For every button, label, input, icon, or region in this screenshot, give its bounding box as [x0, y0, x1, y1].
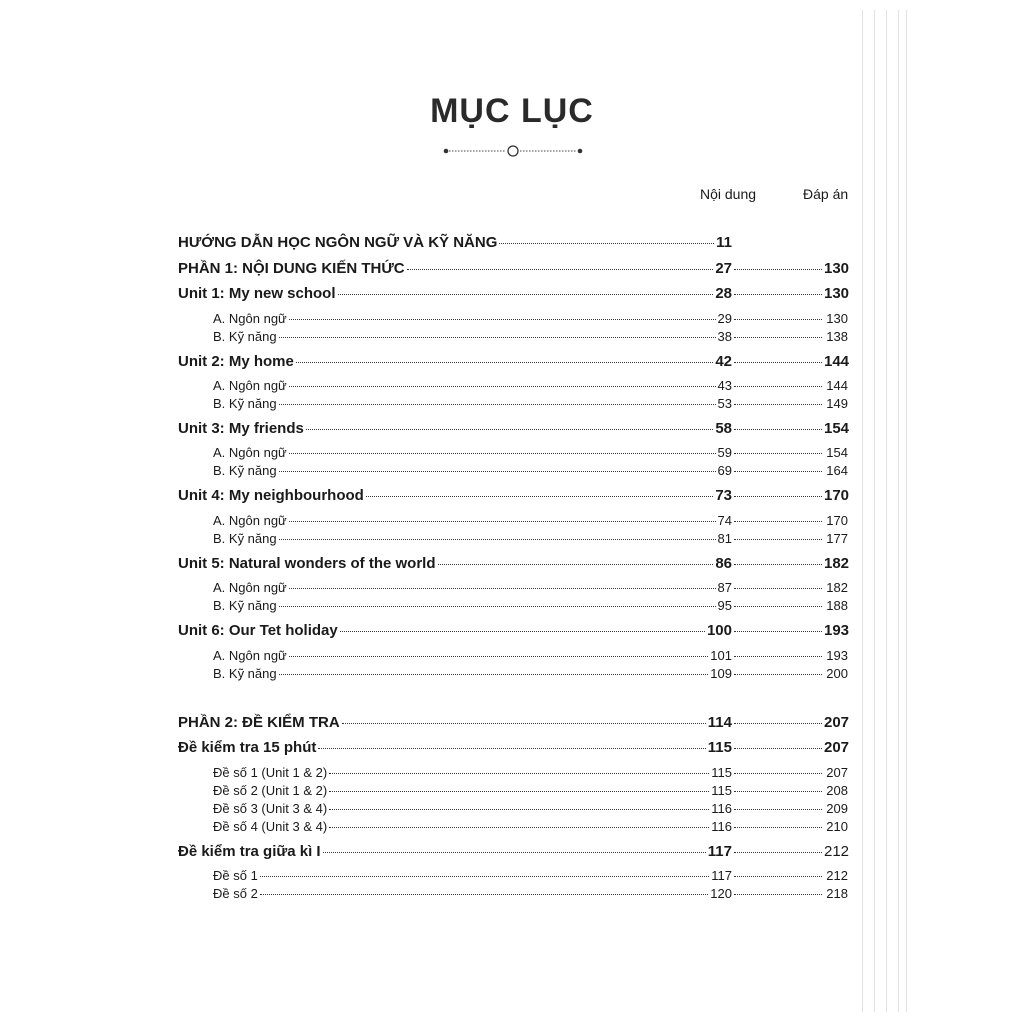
toc-answer-page: 218	[826, 886, 848, 901]
dot-leader	[734, 564, 822, 565]
toc-label: Đề số 1	[213, 868, 258, 883]
dot-leader	[734, 852, 822, 853]
toc-page-number: 28	[715, 285, 732, 302]
toc-answer-page: 207	[824, 739, 850, 756]
toc-answer-page: 193	[826, 648, 848, 663]
toc-label: A. Ngôn ngữ	[213, 513, 287, 528]
dot-leader	[289, 386, 716, 387]
toc-label: Đề kiểm tra giữa kì I	[178, 843, 321, 860]
toc-entry-minor[interactable]	[178, 531, 848, 546]
dot-leader	[289, 319, 716, 320]
page-title: MỤC LỤC	[430, 92, 594, 130]
dot-leader	[734, 827, 822, 828]
toc-page-number: 115	[711, 765, 732, 780]
toc-answer-page: 182	[824, 555, 850, 572]
toc-label: HƯỚNG DẪN HỌC NGÔN NGỮ VÀ KỸ NĂNG	[178, 234, 498, 251]
dot-leader	[289, 656, 709, 657]
toc-entry-minor[interactable]	[178, 868, 848, 883]
toc-label: Unit 1: My new school	[178, 285, 336, 302]
dot-leader	[734, 876, 822, 877]
toc-entry-minor[interactable]	[178, 801, 848, 816]
toc-entry-minor[interactable]	[178, 445, 848, 460]
toc-answer-page: 138	[826, 329, 848, 344]
toc-label: Unit 2: My home	[178, 353, 294, 370]
dot-leader	[734, 471, 822, 472]
toc-entry-major[interactable]	[178, 739, 848, 756]
toc-entry-minor[interactable]	[178, 329, 848, 344]
dot-leader	[734, 748, 822, 749]
toc-answer-page: 182	[826, 580, 848, 595]
toc-entry-minor[interactable]	[178, 648, 848, 663]
toc-page-number: 116	[711, 819, 732, 834]
dot-leader	[734, 588, 822, 589]
toc-page-number: 101	[710, 648, 732, 663]
toc-label: B. Kỹ năng	[213, 396, 277, 411]
toc-entry-major[interactable]	[178, 260, 848, 277]
toc-entry-major[interactable]	[178, 622, 848, 639]
toc-page-number: 59	[717, 445, 732, 460]
toc-page-number: 115	[707, 739, 732, 756]
toc-label: Đề số 4 (Unit 3 & 4)	[213, 819, 328, 834]
dot-leader	[296, 362, 713, 363]
dot-leader	[323, 852, 706, 853]
toc-answer-page: 210	[826, 819, 848, 834]
dot-leader	[329, 773, 709, 774]
dot-leader	[289, 521, 716, 522]
dot-leader	[734, 429, 822, 430]
toc-entry-minor[interactable]	[178, 886, 848, 901]
dot-leader	[734, 362, 822, 363]
dot-leader	[279, 539, 716, 540]
toc-label: B. Kỹ năng	[213, 463, 277, 478]
toc-entry-major[interactable]	[178, 555, 848, 572]
dot-leader	[734, 496, 822, 497]
toc-page-number: 29	[717, 311, 732, 326]
toc-answer-page: 200	[826, 666, 848, 681]
toc-answer-page: 212	[826, 868, 848, 883]
dot-leader	[289, 453, 716, 454]
dot-leader	[734, 809, 822, 810]
toc-label: A. Ngôn ngữ	[213, 445, 287, 460]
toc-answer-page: 154	[826, 445, 848, 460]
toc-page-number: 73	[715, 487, 732, 504]
toc-label: A. Ngôn ngữ	[213, 648, 287, 663]
toc-page-number: 116	[711, 801, 732, 816]
dot-leader	[342, 723, 706, 724]
toc-answer-page: 177	[826, 531, 848, 546]
toc-label: PHẦN 1: NỘI DUNG KIẾN THỨC	[178, 260, 405, 277]
toc-label: PHẦN 2: ĐỀ KIỂM TRA	[178, 714, 340, 731]
toc-page-number: 69	[717, 463, 732, 478]
dot-leader	[734, 791, 822, 792]
toc-entry-minor[interactable]	[178, 396, 848, 411]
toc-entry-minor[interactable]	[178, 783, 848, 798]
dot-leader	[734, 723, 822, 724]
title-ornament-icon	[443, 144, 583, 158]
toc-answer-page: 209	[826, 801, 848, 816]
dot-leader	[279, 471, 716, 472]
dot-leader	[279, 337, 716, 338]
dot-leader	[734, 539, 822, 540]
toc-label: Đề số 1 (Unit 1 & 2)	[213, 765, 328, 780]
dot-leader	[734, 674, 822, 675]
dot-leader	[306, 429, 713, 430]
dot-leader	[734, 656, 822, 657]
toc-entry-major[interactable]	[178, 353, 848, 370]
dot-leader	[734, 894, 822, 895]
toc-page-number: 115	[711, 783, 732, 798]
toc-answer-page: 212	[824, 843, 850, 860]
toc-label: Unit 5: Natural wonders of the world	[178, 555, 436, 572]
toc-entry-minor[interactable]	[178, 513, 848, 528]
dot-leader	[734, 337, 822, 338]
toc-entry-minor[interactable]	[178, 463, 848, 478]
dot-leader	[734, 404, 822, 405]
toc-page-number: 11	[716, 234, 732, 251]
toc-entry-minor[interactable]	[178, 819, 848, 834]
toc-answer-page: 130	[824, 285, 850, 302]
toc-answer-page: 144	[826, 378, 848, 393]
toc-entry-major[interactable]	[178, 285, 848, 302]
toc-label: Unit 3: My friends	[178, 420, 304, 437]
dot-leader	[734, 521, 822, 522]
page-edge-lines	[858, 10, 908, 1012]
toc-label: B. Kỹ năng	[213, 531, 277, 546]
dot-leader	[734, 319, 822, 320]
dot-leader	[734, 773, 822, 774]
toc-page-number: 74	[717, 513, 732, 528]
toc-entry-minor[interactable]	[178, 765, 848, 780]
toc-page-number: 87	[717, 580, 732, 595]
toc-page-number: 53	[717, 396, 732, 411]
dot-leader	[734, 294, 822, 295]
toc-page-number: 38	[717, 329, 732, 344]
toc-label: B. Kỹ năng	[213, 666, 277, 681]
toc-label: A. Ngôn ngữ	[213, 311, 287, 326]
toc-page-number: 81	[717, 531, 732, 546]
dot-leader	[340, 631, 705, 632]
dot-leader	[260, 876, 709, 877]
toc-entry-major[interactable]	[178, 843, 848, 860]
dot-leader	[407, 269, 714, 270]
toc-page-number: 117	[711, 868, 732, 883]
toc-page-number: 42	[715, 353, 732, 370]
dot-leader	[338, 294, 714, 295]
toc-page-number: 95	[717, 598, 732, 613]
toc-page-number: 43	[717, 378, 732, 393]
toc-label: Đề kiểm tra 15 phút	[178, 739, 317, 756]
toc-answer-page: 208	[826, 783, 848, 798]
dot-leader	[279, 404, 716, 405]
toc-entry-minor[interactable]	[178, 666, 848, 681]
dot-leader	[329, 809, 709, 810]
toc-page-number: 120	[710, 886, 732, 901]
toc-label: B. Kỹ năng	[213, 598, 277, 613]
toc-page-number: 27	[715, 260, 732, 277]
toc-entry-major[interactable]	[178, 420, 848, 437]
toc-page-number: 100	[706, 622, 732, 639]
dot-leader	[329, 791, 709, 792]
toc-answer-page: 170	[826, 513, 848, 528]
toc-entry-major[interactable]	[178, 487, 848, 504]
column-heading-answers: Đáp án	[803, 186, 849, 202]
toc-answer-page: 130	[824, 260, 850, 277]
toc-entry-major[interactable]	[178, 714, 848, 731]
toc-answer-page: 207	[824, 714, 850, 731]
toc-answer-page: 130	[826, 311, 848, 326]
toc-label: Đề số 3 (Unit 3 & 4)	[213, 801, 328, 816]
dot-leader	[289, 588, 716, 589]
toc-page-number: 117	[707, 843, 732, 860]
dot-leader	[734, 606, 822, 607]
dot-leader	[734, 386, 822, 387]
toc-label: A. Ngôn ngữ	[213, 378, 287, 393]
dot-leader	[318, 748, 705, 749]
toc-answer-page: 207	[826, 765, 848, 780]
toc-answer-page: 193	[824, 622, 850, 639]
dot-leader	[734, 269, 822, 270]
toc-answer-page: 154	[824, 420, 850, 437]
toc-label: B. Kỹ năng	[213, 329, 277, 344]
dot-leader	[438, 564, 714, 565]
dot-leader	[734, 631, 822, 632]
toc-label: Unit 6: Our Tet holiday	[178, 622, 338, 639]
toc-label: A. Ngôn ngữ	[213, 580, 287, 595]
toc-answer-page: 164	[826, 463, 848, 478]
toc-page-number: 58	[715, 420, 732, 437]
dot-leader	[734, 453, 822, 454]
dot-leader	[499, 243, 714, 244]
dot-leader	[279, 606, 716, 607]
dot-leader	[366, 496, 714, 497]
column-heading-content: Nội dung	[700, 186, 757, 202]
toc-label: Đề số 2 (Unit 1 & 2)	[213, 783, 328, 798]
toc-answer-page: 144	[824, 353, 850, 370]
toc-entry-minor[interactable]	[178, 378, 848, 393]
toc-page-number: 109	[710, 666, 732, 681]
toc-label: Unit 4: My neighbourhood	[178, 487, 364, 504]
toc-answer-page: 149	[826, 396, 848, 411]
toc-entry-minor[interactable]	[178, 311, 848, 326]
toc-answer-page: 188	[826, 598, 848, 613]
dot-leader	[279, 674, 709, 675]
dot-leader	[329, 827, 709, 828]
toc-page-number: 86	[715, 555, 732, 572]
toc-answer-page: 170	[824, 487, 850, 504]
toc-entry-minor[interactable]	[178, 598, 848, 613]
toc-label: Đề số 2	[213, 886, 258, 901]
toc-entry-major[interactable]	[178, 234, 848, 251]
toc-entry-minor[interactable]	[178, 580, 848, 595]
toc-page-number: 114	[707, 714, 732, 731]
dot-leader	[260, 894, 708, 895]
